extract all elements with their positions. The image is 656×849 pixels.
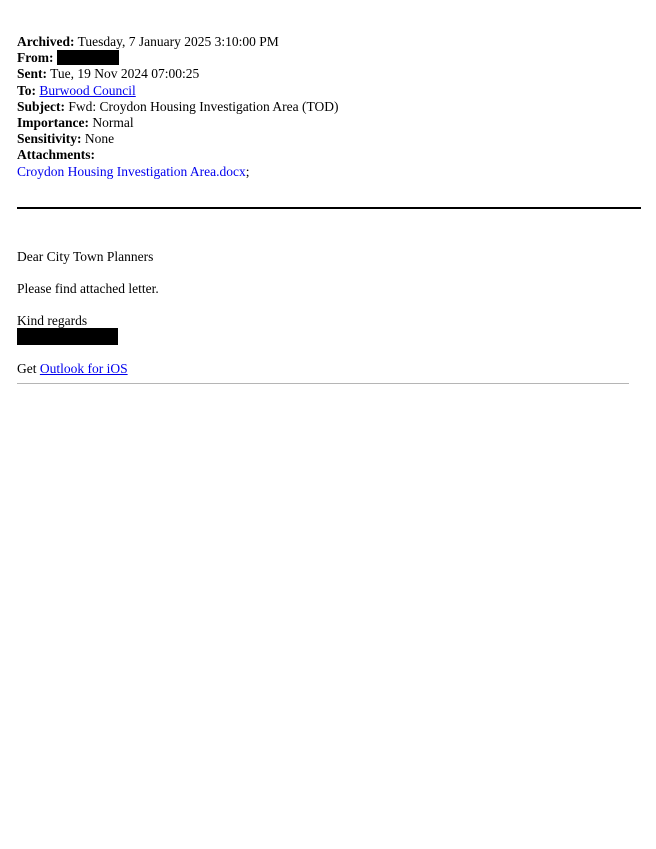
attachment-separator: ; [245,163,250,179]
subject-value: Fwd: Croydon Housing Investigation Area (TOD) [68,98,339,114]
sensitivity-row [17,131,637,147]
email-header [17,34,637,180]
closing-text: Kind regards [17,313,88,328]
sent-value: Tue, 19 Nov 2024 07:00:25 [50,66,200,82]
header-divider [17,207,641,209]
outlook-footer [17,361,637,377]
archived-value: Tuesday, 7 January 2025 3:10:00 PM [77,34,279,49]
sent-row [17,66,637,82]
to-row [17,83,637,99]
sensitivity-label: Sensitivity: [17,131,82,147]
attachment-link[interactable]: Croydon Housing Investigation Area.docx [17,163,246,179]
from-redaction [57,50,119,65]
sensitivity-value: None [84,131,115,147]
sent-label: Sent: [17,66,47,82]
subject-row [17,99,637,115]
archived-label: Archived: [17,34,75,49]
footer-prefix: Get [17,361,37,376]
footer-divider [17,383,629,384]
from-row [17,50,637,66]
to-link[interactable]: Burwood Council [39,82,136,98]
importance-label: Importance: [17,114,89,130]
to-label: To: [17,82,37,98]
from-label: From: [17,50,54,66]
attachments-row [17,147,637,163]
outlook-ios-link[interactable]: Outlook for iOS [39,361,128,376]
subject-label: Subject: [17,98,65,114]
greeting-text: Dear City Town Planners [17,249,154,264]
importance-row [17,115,637,131]
attachments-label: Attachments: [17,147,95,163]
importance-value: Normal [92,114,134,130]
attachment-list [17,164,637,180]
message-text: Please find attached letter. [17,281,159,296]
archived-row [17,34,637,50]
signature-redaction [17,328,118,345]
